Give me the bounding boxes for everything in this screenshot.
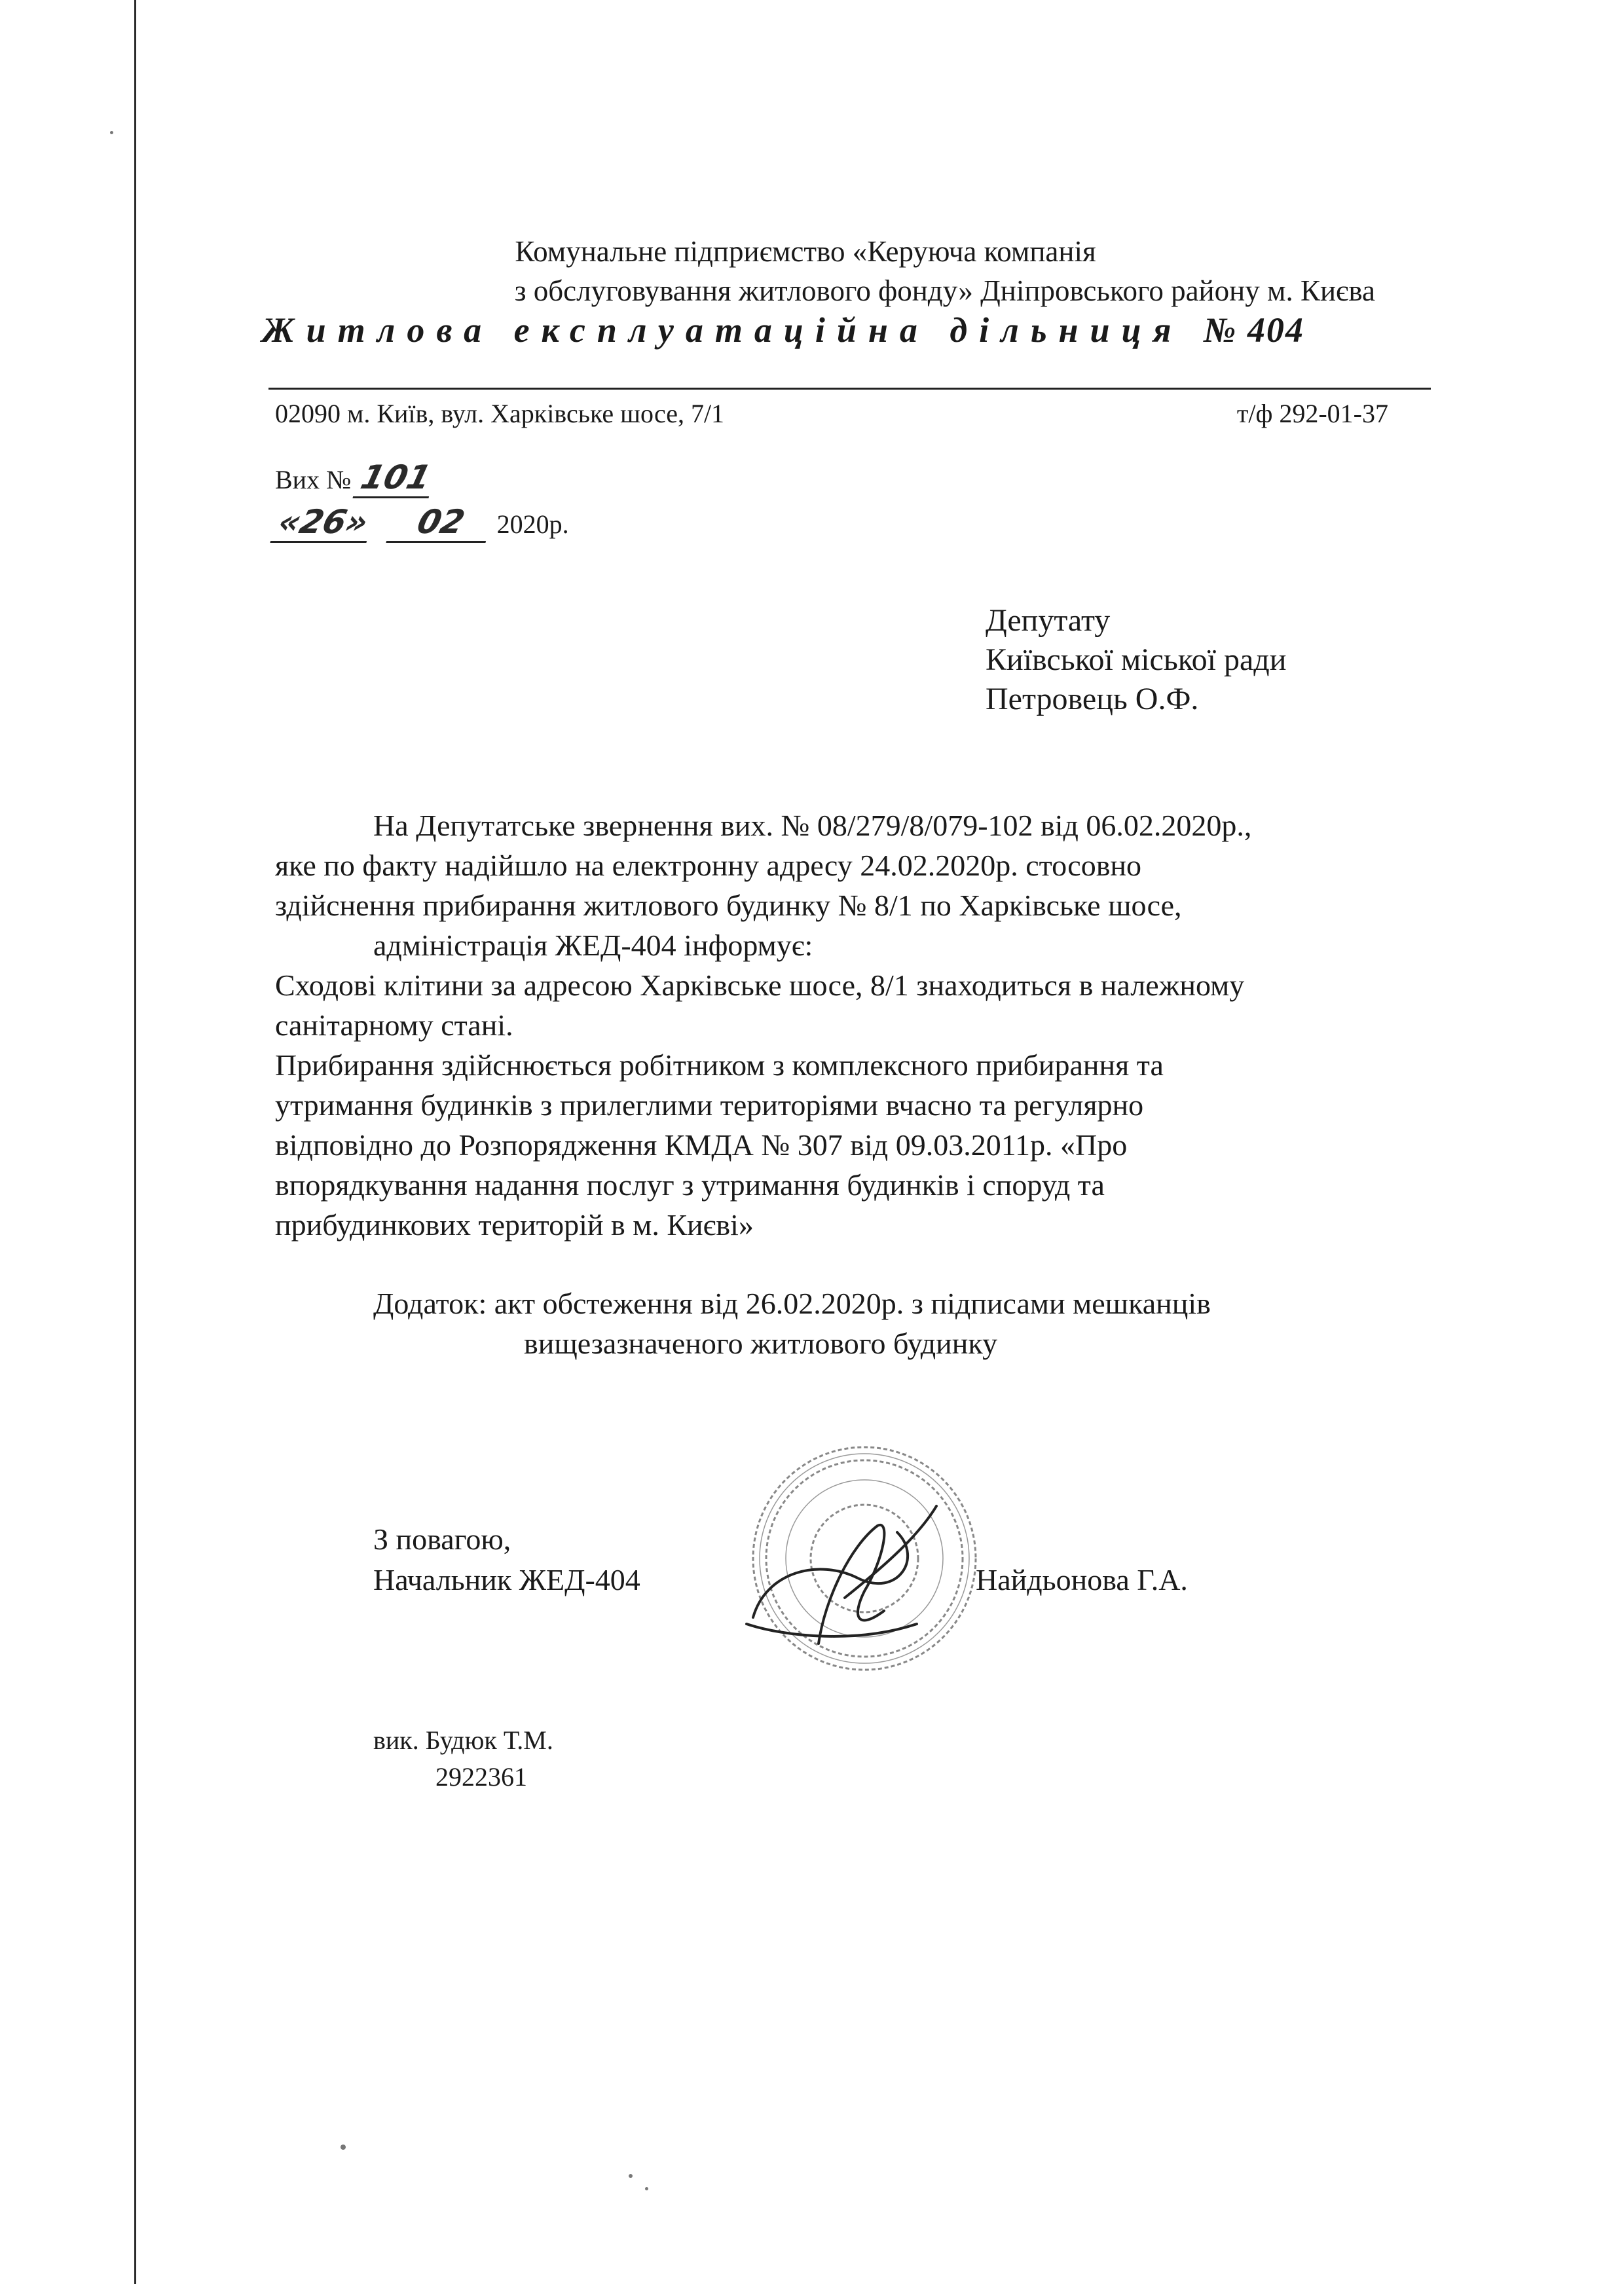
scan-binding-edge: [134, 0, 136, 2284]
outgoing-label: Вих №: [275, 465, 352, 494]
executor-block: [373, 1722, 553, 1796]
body-line: адміністрація ЖЕД-404 інформує:: [373, 929, 813, 962]
body-line: прибудинкових територій в м. Києві»: [275, 1208, 754, 1242]
recipient-line2: Київської міської ради: [986, 642, 1287, 677]
org-title: [262, 311, 1414, 349]
date-day-handwritten: «26»: [270, 503, 376, 543]
recipient-line3: Петровець О.Ф.: [986, 682, 1199, 716]
annex-line2: вищезазначеного житлового будинку: [524, 1327, 998, 1360]
body-line: відповідно до Розпорядження КМДА № 307 від 09.03.2011р. «Про: [275, 1128, 1128, 1162]
body-line: На Депутатське звернення вих. № 08/279/8/079-102 від 06.02.2020р.,: [373, 809, 1252, 842]
official-stamp-with-signature: [727, 1428, 989, 1703]
outgoing-number-handwritten: 101: [353, 458, 439, 498]
date-month-handwritten: 02: [386, 503, 495, 543]
org-name-line2: з обслуговування житлового фонду» Дніпровського району м. Києва: [514, 274, 1375, 307]
scan-speck: [645, 2187, 648, 2190]
body-line: утримання будинків з прилеглими територіями вчасно та регулярно: [275, 1088, 1144, 1122]
executor-phone: 2922361: [435, 1762, 527, 1792]
org-title-number: № 404: [1203, 310, 1304, 350]
body-line: Сходові клітини за адресою Харківське шосе, 8/1 знаходиться в належному: [275, 968, 1245, 1002]
closing-block: [373, 1519, 640, 1600]
body-line: Прибирання здійснюється робітником з комплексного прибирання та: [275, 1048, 1164, 1082]
outgoing-date: [275, 503, 569, 543]
closing-regards: З повагою,: [373, 1522, 511, 1556]
outgoing-number: [275, 458, 434, 499]
body-line: здійснення прибирання житлового будинку № 8/1 по Харківське шосе,: [275, 889, 1182, 922]
org-address: 02090 м. Київ, вул. Харківське шосе, 7/1: [275, 399, 725, 428]
scan-speck: [110, 131, 113, 134]
scan-speck: [341, 2145, 346, 2150]
executor-name: вик. Будюк Т.М.: [373, 1725, 553, 1755]
recipient-block: [986, 601, 1286, 719]
closing-position: Начальник ЖЕД-404: [373, 1563, 640, 1596]
recipient-line1: Депутату: [986, 603, 1111, 638]
body-line: санітарному стані.: [275, 1008, 513, 1042]
org-title-text: Житлова експлуатаційна дільниця: [262, 310, 1183, 350]
annex-line1: Додаток: акт обстеження від 26.02.2020р. з підписами мешканців: [373, 1287, 1211, 1320]
date-year: 2020р.: [496, 509, 569, 539]
body-line: впорядкування надання послуг з утримання будинків і споруд та: [275, 1168, 1105, 1202]
signer-name: Найдьонова Г.А.: [976, 1563, 1188, 1596]
annex-block: [373, 1283, 1211, 1363]
body-line: яке по факту надійшло на електронну адресу 24.02.2020р. стосовно: [275, 849, 1142, 882]
scan-speck: [629, 2174, 633, 2178]
org-name-line1: Комунальне підприємство «Керуюча компанія: [515, 235, 1096, 268]
header-divider: [268, 388, 1431, 390]
org-phone: т/ф 292-01-37: [1236, 399, 1388, 428]
letter-body: [275, 805, 1454, 1245]
